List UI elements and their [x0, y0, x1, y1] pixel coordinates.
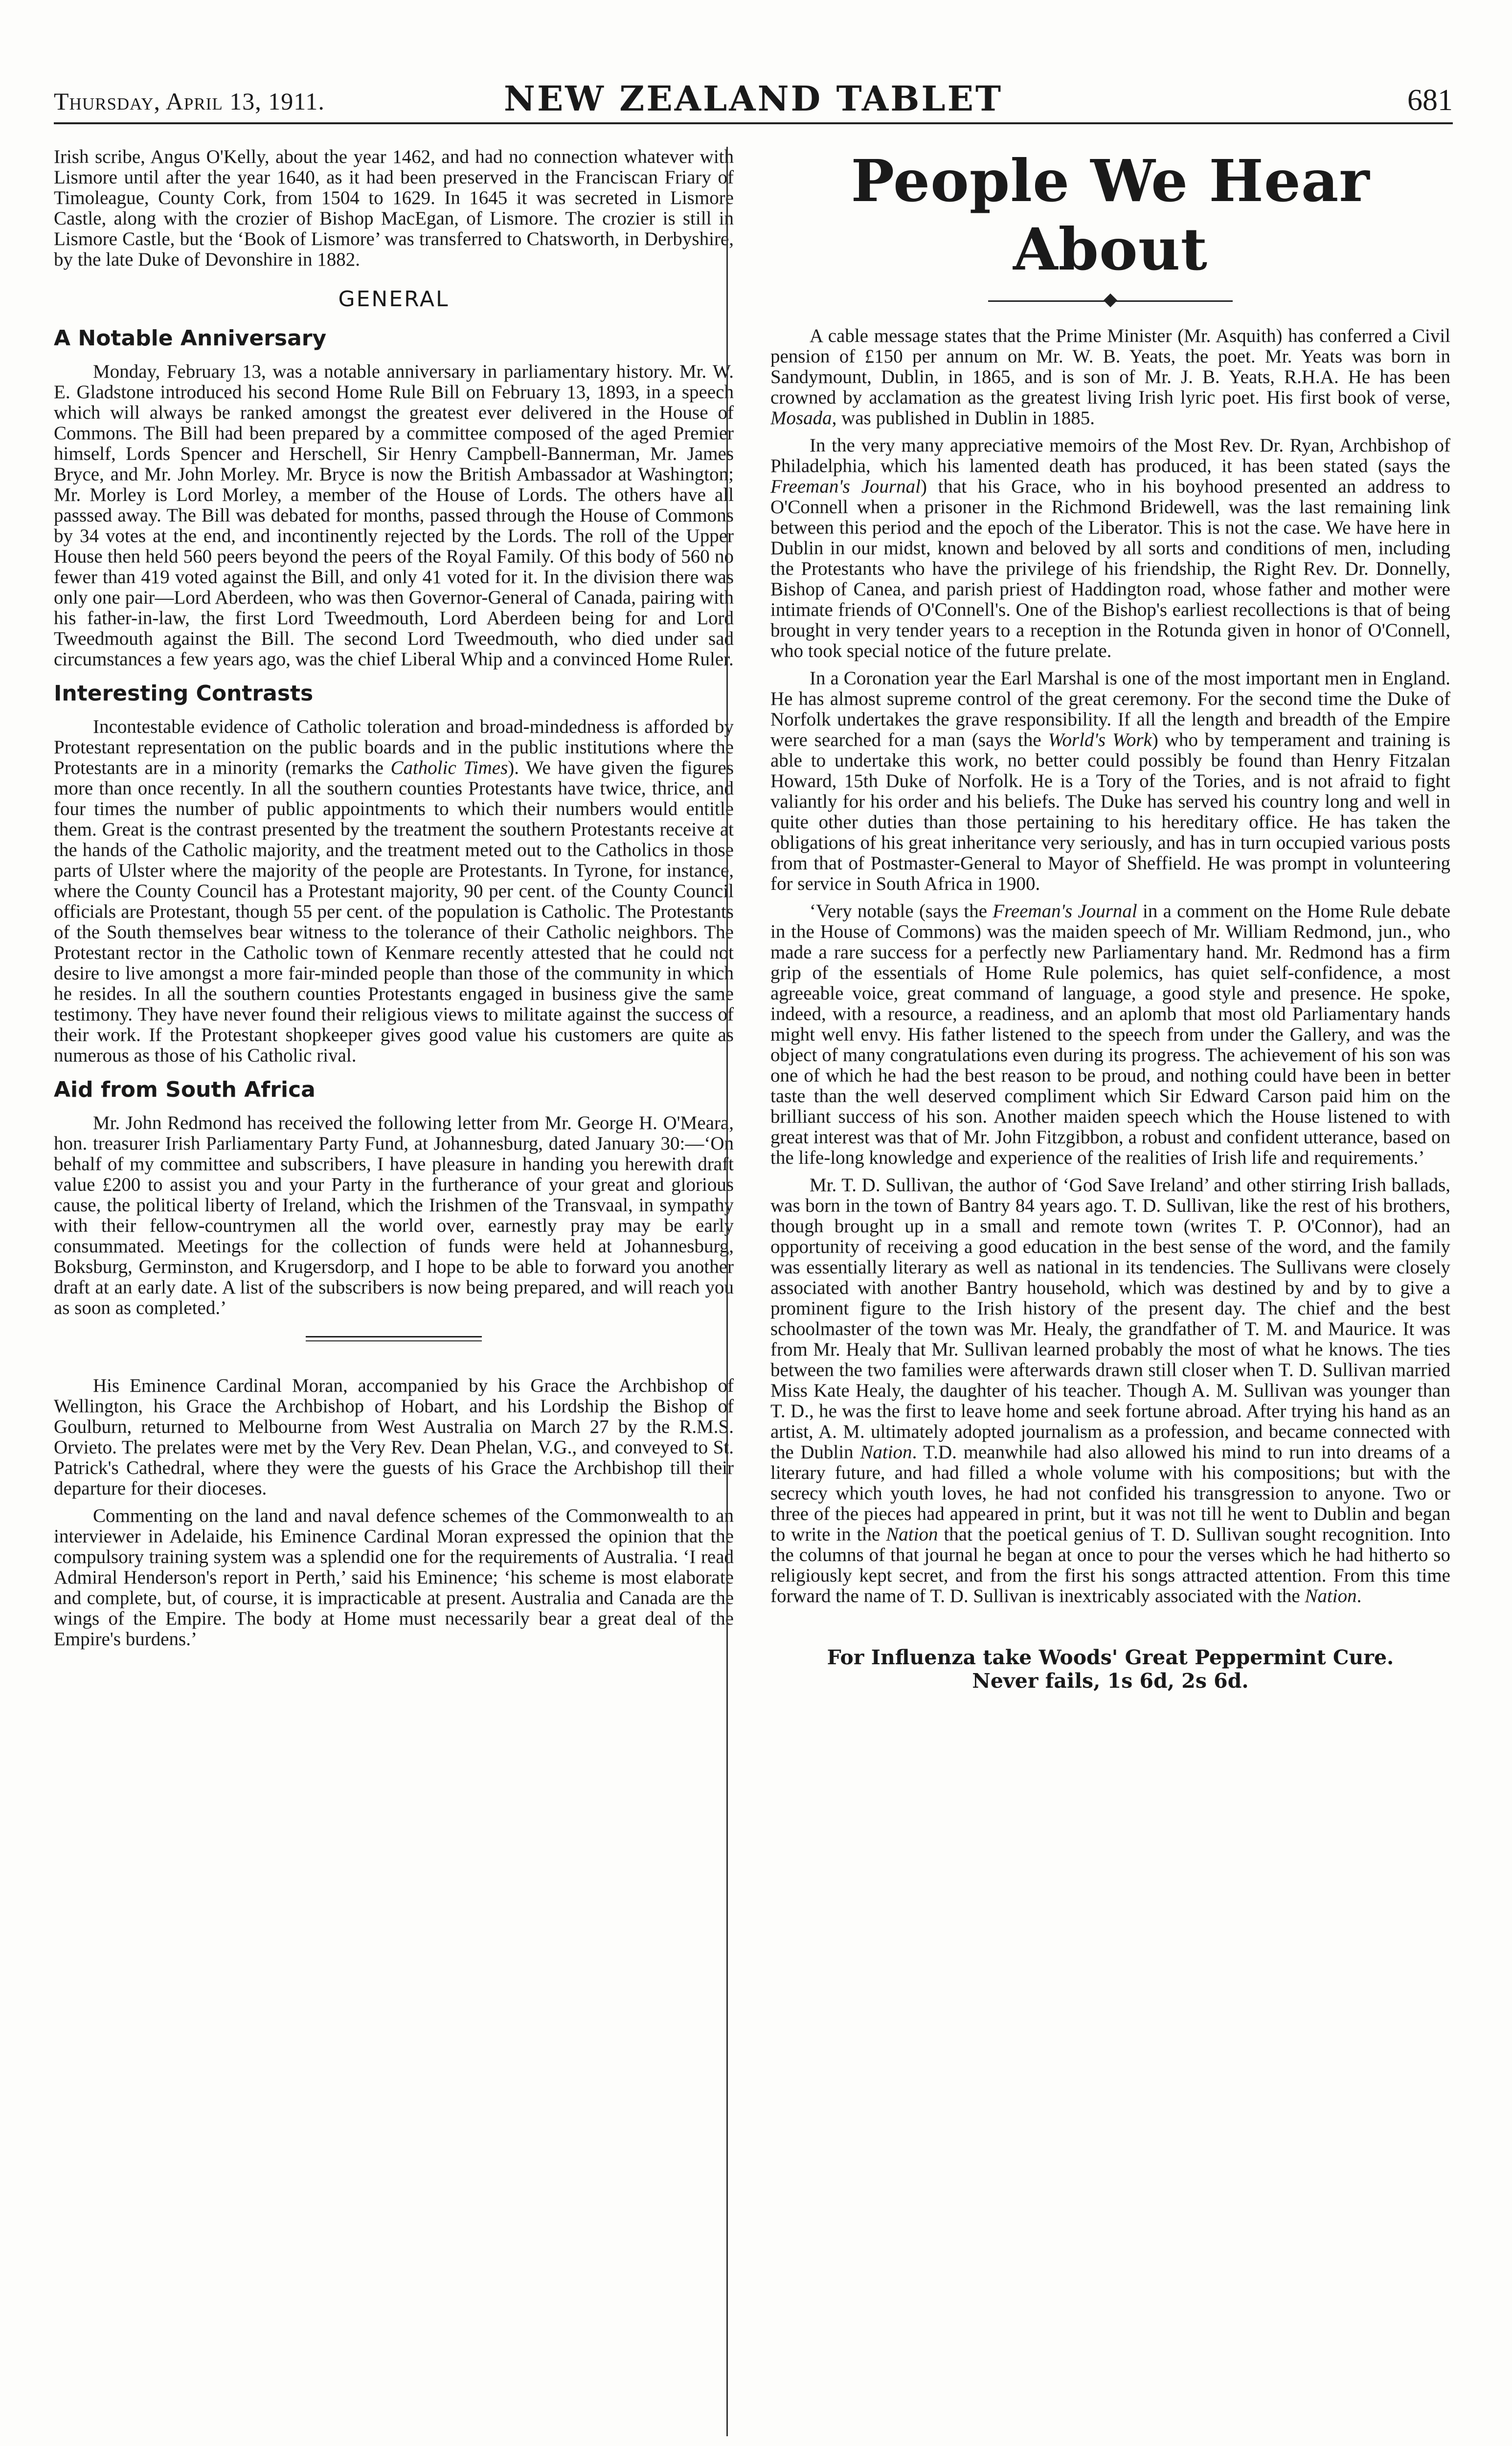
text-segment: . T.D. meanwhile had also allowed his mind to run into dreams of a literary future, and had filled a whole volume with his compositions; but with the secrecy which youth loves, he had not confided his transgression to anyone. Two or three of the pieces had appeared in print, but it was not till he went to Dublin and began to write in the — [770, 1442, 1450, 1545]
advert-line-2: Never fails, 1s 6d, 2s 6d. — [972, 1669, 1249, 1693]
people-we-hear-about-title: People We Hear About — [851, 147, 1370, 283]
heading-interesting-contrasts: Interesting Contrasts — [54, 681, 314, 706]
paragraph-cardinal-defence: Commenting on the land and naval defence schemes of the Commonwealth to an interviewer in Adelaide, his Eminence Cardinal Moran expressed the opinion that the compulsory training system was a splendid one for the requirements of Australia. ‘I read Admiral Henderson's report in Perth,’ said his Eminence; ‘his scheme is most elaborate and complete, but, of course, it is impracticable at present. Australia and Canada are the wings of the Empire. The body at Home must necessarily bear a great deal of the Empire's burdens.’ — [54, 1505, 734, 1650]
right-column — [770, 147, 1450, 2446]
text-segment: that the poetical genius of T. D. Sullivan sought recognition. Into the columns of that journal he began at once to pour the verses which he had hitherto so religiously kept secret, and from the first his songs attracted attention. From this time forward the name of T. D. Sullivan is inextricably associated with the — [770, 1524, 1450, 1607]
publication-name: Nation — [860, 1442, 912, 1463]
advertisement — [770, 1646, 1450, 1693]
running-head — [54, 78, 1453, 122]
text-segment: . — [1356, 1585, 1362, 1607]
section-separator-rule — [306, 1336, 482, 1341]
paragraph-duke-of-norfolk — [770, 668, 1450, 894]
diamond-ornament-icon — [1104, 294, 1117, 307]
text-segment: Mr. T. D. Sullivan, the author of ‘God Save Ireland’ and other stirring Irish ballads, was born in the town of Bantry 84 years ago. T. D. Sullivan, like the rest of his brothers, though brought up in a small and remote town (writes T. P. O'Connor), had an opportunity of receiving a good education in the best sense of the word, and the family was essentially literary as well as national in its tendencies. The Sullivans were closely associated with another Bantry household, which was destined by and by to give a prominent figure to the Irish history of the present day. The chief and the best schoolmaster of the town was Mr. Healy, the grandfather of T. M. and Maurice. It was from Mr. Healy that Mr. Sullivan learned probably the most of what he knows. The ties between the two families were afterwards drawn still closer when T. D. Sullivan married Miss Kate Healy, the daughter of his teacher. Though A. M. Sullivan was younger than T. D., he was the first to leave home and seek fortune abroad. After trying his hand as an artist, A. M. ultimately adopted journalism as a profession, and became connected with the Dublin — [770, 1175, 1450, 1463]
paragraph-td-sullivan — [770, 1175, 1450, 1607]
publication-name: Nation — [886, 1524, 938, 1545]
header-rule — [54, 122, 1453, 124]
text-segment: In the very many appreciative memoirs of the Most Rev. Dr. Ryan, Archbishop of Philadelphia, which his lamented death has produced, it has been stated (says the — [770, 435, 1450, 476]
paragraph-notable-anniversary: Monday, February 13, was a notable anniversary in parliamentary history. Mr. W. E. Gladstone introduced his second Home Rule Bill on February 13, 1893, in a speech which will always be ranked amongst the greatest ever delivered in the House of Commons. The Bill had been prepared by a committee composed of the aged Premier himself, Lords Spencer and Herschell, Sir Henry Campbell-Bannerman, Mr. James Bryce, and Mr. John Morley. Mr. Bryce is now the British Ambassador at Washington; Mr. Morley is Lord Morley, a member of the House of Lords. The others have all passsed away. The Bill was debated for months, passed through the House of Commons by 34 votes at the end, and incontinently rejected by the Lords. The roll of the Upper House then held 560 peers beyond the peers of the Royal Family. Of this body of 560 no fewer than 419 voted against the Bill, and only 41 voted for it. In the division there was only one pair—Lord Aberdeen, who was then Governor-General of Canada, pairing with his father-in-law, the first Lord Tweedmouth, Lord Aberdeen being for and Lord Tweedmouth against the Bill. The second Lord Tweedmouth, who died under sad circumstances a few years ago, was the chief Liberal Whip and a convinced Home Ruler. — [54, 361, 734, 670]
text-segment: Incontestable evidence of Catholic toleration and broad-mindedness is afforded by Protestant representation on the public boards and in the public institutions where the Protestants are in a minority (remarks the — [54, 716, 734, 778]
publication-name: Nation — [1305, 1585, 1357, 1607]
issue-date: Thursday, April 13, 1911. — [54, 88, 325, 115]
text-segment: ) who by temperament and training is able to undertake this work, no better could possibly be found than Henry Fitzalan Howard, 15th Duke of Norfolk. He is a Tory of the Tories, and is not afraid to fight valiantly for his order and his beliefs. The Duke has served his country long and well in quite other duties than those pertaining to his hereditary office. He has taken the obligations of his great inheritance very seriously, and has in turn occupied various posts from that of Postmaster-General to Mayor of Sheffield. He was prompt in volunteering for service in South Africa in 1900. — [770, 729, 1450, 894]
text-segment: A cable message states that the Prime Minister (Mr. Asquith) has conferred a Civil pension of £150 per annum on Mr. W. B. Yeats, the poet. Mr. Yeats was born in Sandymount, Dublin, in 1865, and is son of Mr. J. B. Yeats, R.H.A. He has been crowned by acclamation as the greatest living Irish lyric poet. His first book of verse, — [770, 325, 1450, 408]
paragraph-cardinal-return: His Eminence Cardinal Moran, accompanied by his Grace the Archbishop of Wellington, his Grace the Archbishop of Hobart, and his Lordship the Bishop of Goulburn, returned to Melbourne from West Australia on March 27 by the R.M.S. Orvieto. The prelates were met by the Very Rev. Dean Phelan, V.G., and conveyed to St. Patrick's Cathedral, where they were the guests of his Grace the Archbishop till their departure for their dioceses. — [54, 1375, 734, 1499]
masthead-title: NEW ZEALAND TABLET — [503, 78, 1003, 119]
left-column — [54, 147, 734, 2446]
book-title: Mosada — [770, 408, 832, 429]
publication-name: Freeman's Journal — [770, 476, 921, 497]
paragraph-aid-south-africa: Mr. John Redmond has received the following letter from Mr. George H. O'Meara, hon. treasurer Irish Parliamentary Party Fund, at Johannesburg, dated January 30:—‘On behalf of my committee and subscribers, I have pleasure in handing you herewith draft value £200 to assist you and your Party in the furtherance of your great and glorious cause, the political liberty of Ireland, which the Irishmen of the Transvaal, in sympathy with their fellow-countrymen all the world over, earnestly pray may be early consummated. Meetings for the collection of funds were held at Johannesburg, Boksburg, Germinston, and Krugersdorp, and I hope to be able to forward you another draft at an early date. A list of the subscribers is now being prepared, and will reach you as soon as completed.’ — [54, 1112, 734, 1318]
text-segment: , was published in Dublin in 1885. — [832, 408, 1095, 429]
heading-notable-anniversary: A Notable Anniversary — [54, 326, 327, 351]
text-segment: ‘Very notable (says the — [810, 901, 993, 922]
text-segment: in a comment on the Home Rule debate in the House of Commons) was the maiden speech of Mr. William Redmond, jun., who made a rare success for a perfectly new Parliamentary hand. Mr. Redmond has a firm grip of the essentials of Home Rule polemics, has quiet self-confidence, a most agreeable voice, great command of language, a good style and presence. He spoke, indeed, with a resource, a readiness, and an aplomb that most old Parliamentary hands might well envy. His father listened to the speech from under the Gallery, and was the object of many congratulations even during its progress. The achievement of his son was one of which he had the best reason to be proud, and nothing could have been in better taste than the well deserved compliment which Sir Edward Carson paid him on the brilliant success of his son. Another maiden speech which the House listened to with great interest was that of Mr. John Fitzgibbon, a robust and confident utterance, based on the life-long knowledge and experience of the realities of Irish life and requirements.’ — [770, 901, 1450, 1168]
text-segment: ). We have given the figures more than once recently. In all the southern counties Protestants have twice, thrice, and four times the number of public appointments to which their numbers would entitle them. Great is the contrast presented by the treatment the southern Protestants receive at the hands of the Catholic majority, and the treatment meted out to the Catholics in those parts of Ulster where the majority of the people are Protestants. In Tyrone, for instance, where the County Council has a Protestant majority, 90 per cent. of the County Council officials are Protestant, though 55 per cent. of the population is Catholic. The Protestants of the South themselves bear witness to the tolerance of their Catholic neighbors. The Protestant rector in the Catholic town of Kenmare recently attested that he could not desire to live amongst a more fair-minded people than those of the community in which he resides. In all the southern counties Protestants engaged in business give the same testimony. They have never found their religious views to militate against the success of their work. If the Protestant shopkeeper gives good value his customers are quite as numerous as those of his Catholic rival. — [54, 757, 734, 1066]
publication-name: Freeman's Journal — [993, 901, 1137, 922]
text-segment: ) that his Grace, who in his boyhood presented an address to O'Connell when a prisoner in the Richmond Bridewell, was the last remaining link between this period and the epoch of the Liberator. This is not the case. We have here in Dublin in our midst, known and beloved by all sorts and conditions of men, including the Protestants who have the privilege of his friendship, the Right Rev. Dr. Donnelly, Bishop of Canea, and parish priest of Haddington road, whose father and mother were intimate friends of O'Connell's. One of the Bishop's earliest recollections is that of being brought in very tender years to a reception in the Rotunda given in honor of O'Connell, who took special notice of the future prelate. — [770, 476, 1450, 661]
advert-line-1: For Influenza take Woods' Great Peppermint Cure. — [827, 1646, 1394, 1669]
page-number: 681 — [1407, 84, 1453, 117]
paragraph-yeats — [770, 326, 1450, 429]
ornament-rule — [988, 294, 1233, 308]
publication-name: World's Work — [1048, 729, 1152, 750]
paragraph-interesting-contrasts — [54, 717, 734, 1066]
paragraph-archbishop-ryan — [770, 435, 1450, 661]
intro-paragraph: Irish scribe, Angus O'Kelly, about the year 1462, and had no connection whatever with Lismore until after the year 1640, as it had been preserved in the Franciscan Friary of Timoleague, County Cork, from 1504 to 1629. In 1645 it was secreted in Lismore Castle, along with the crozier of Bishop MacEgan, of Lismore. The crozier is still in Lismore Castle, but the ‘Book of Lismore’ was transferred to Chatsworth, in Derbyshire, by the late Duke of Devonshire in 1882. — [54, 147, 734, 270]
column-divider — [726, 147, 728, 2436]
paragraph-redmond-speech — [770, 901, 1450, 1168]
publication-name: Catholic Times — [390, 757, 508, 778]
section-heading-general: GENERAL — [338, 287, 450, 312]
text-segment: In a Coronation year the Earl Marshal is one of the most important men in England. He has almost supreme control of the great ceremony. For the second time the Duke of Norfolk undertakes the grave responsibility. If all the length and breadth of the Empire were searched for a man (says the — [770, 668, 1450, 750]
heading-aid-south-africa: Aid from South Africa — [54, 1077, 316, 1102]
